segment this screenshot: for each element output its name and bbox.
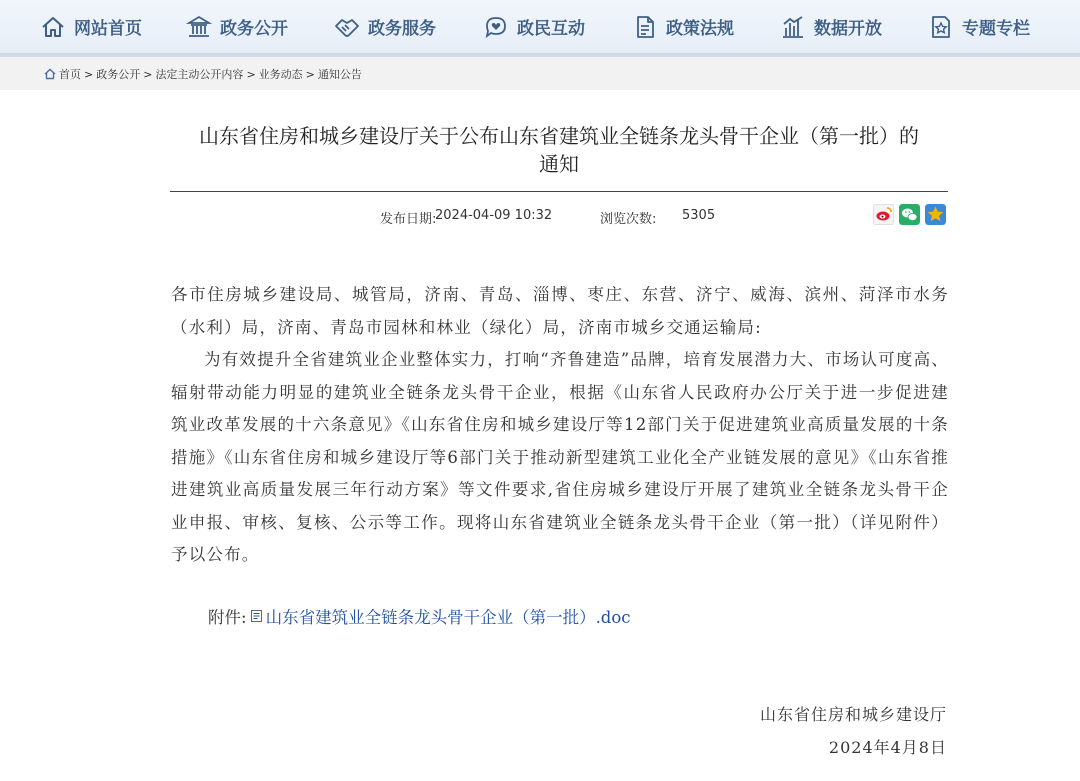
nav-item-government-services[interactable] [334, 0, 436, 53]
publish-date: 2024-04-09 10:32 [435, 208, 553, 223]
signature-org: 山东省住房和城乡建设厅 [759, 705, 947, 724]
breadcrumb-government-affairs-link[interactable]: 政务公开 [96, 68, 141, 81]
attachment-label: 附件: [208, 608, 247, 627]
nav-item-label: 政务服务 [368, 19, 436, 39]
nav-item-label: 数据开放 [814, 19, 882, 39]
breadcrumb [44, 66, 362, 82]
page-title-line: 通知 [539, 152, 579, 176]
handshake-icon [334, 14, 360, 40]
attachment-link[interactable]: 山东省建筑业全链条龙头骨干企业（第一批）.doc [265, 608, 631, 627]
page-title-line: 山东省住房和城乡建设厅关于公布山东省建筑业全链条龙头骨干企业（第一批）的 [199, 124, 919, 148]
publish-date-label: 发布日期: [380, 212, 437, 227]
body-paragraph: 为有效提升全省建筑业企业整体实力，打响“齐鲁建造”品牌，培育发展潜力大、市场认可度高、辐射带动能力明显的建筑业全链条龙头骨干企业，根据《山东省人民政府办公厅关于进一步促进建筑业改革发展的十六条意见》《山东省住房和城乡建设厅等12部门关于促进建筑业高质量发展的十条措施》《山东省住房和城乡建设厅等6部门关于推动新型建筑工业化全产业链发展的意见》《山东省推进建筑业高质量发展三年行动方案》等文件要求,省住房城乡建设厅开展了建筑业全链条龙头骨干企业申报、审核、复核、公示等工作。现将山东省建筑业全链条龙头骨干企业（第一批）（详见附件）予以公布。 [171, 350, 949, 564]
bar-chart-icon [780, 14, 806, 40]
breadcrumb-separator: > [246, 67, 256, 81]
government-building-icon [186, 14, 212, 40]
nav-item-public-interaction[interactable] [483, 0, 585, 53]
doc-file-icon [251, 610, 262, 622]
home-icon [40, 14, 66, 40]
nav-item-open-data[interactable] [780, 0, 882, 53]
nav-item-label: 政务公开 [220, 19, 288, 39]
views-label: 浏览次数: [600, 212, 657, 227]
nav-item-home[interactable] [40, 0, 142, 53]
nav-item-label: 网站首页 [74, 19, 142, 39]
nav-item-special-topics[interactable] [928, 0, 1030, 53]
breadcrumb-separator: > [305, 67, 315, 81]
nav-item-label: 政策法规 [666, 19, 734, 39]
views-count: 5305 [682, 208, 716, 223]
salutation-paragraph: 各市住房城乡建设局、城管局，济南、青岛、淄博、枣庄、东营、济宁、威海、滨州、菏泽市水务（水利）局，济南、青岛市园林和林业（绿化）局，济南市城乡交通运输局: [171, 285, 949, 337]
chat-heart-icon [483, 14, 509, 40]
nav-item-policies-regulations[interactable] [632, 0, 734, 53]
page-title [160, 122, 958, 178]
breadcrumb-separator: > [84, 67, 94, 81]
article-body [171, 279, 949, 572]
breadcrumb-business-news-link[interactable]: 业务动态 [258, 68, 303, 81]
breadcrumb-statutory-disclosure-link[interactable]: 法定主动公开内容 [155, 68, 244, 81]
attachment-row [208, 604, 631, 628]
signature-date: 2024年4月8日 [828, 738, 947, 757]
wechat-share-icon[interactable] [899, 204, 920, 225]
star-folder-icon [928, 14, 954, 40]
nav-item-label: 政民互动 [517, 19, 585, 39]
nav-item-government-affairs[interactable] [186, 0, 288, 53]
top-navigation [0, 0, 1080, 57]
breadcrumb-notices-link[interactable]: 通知公告 [317, 68, 362, 81]
document-icon [632, 14, 658, 40]
weibo-share-icon[interactable] [873, 204, 894, 225]
breadcrumb-home-link[interactable]: 首页 [59, 68, 81, 81]
home-icon [44, 68, 56, 80]
breadcrumb-separator: > [143, 67, 153, 81]
title-divider [170, 191, 948, 192]
nav-item-label: 专题专栏 [962, 19, 1030, 39]
qzone-share-icon[interactable] [925, 204, 946, 225]
